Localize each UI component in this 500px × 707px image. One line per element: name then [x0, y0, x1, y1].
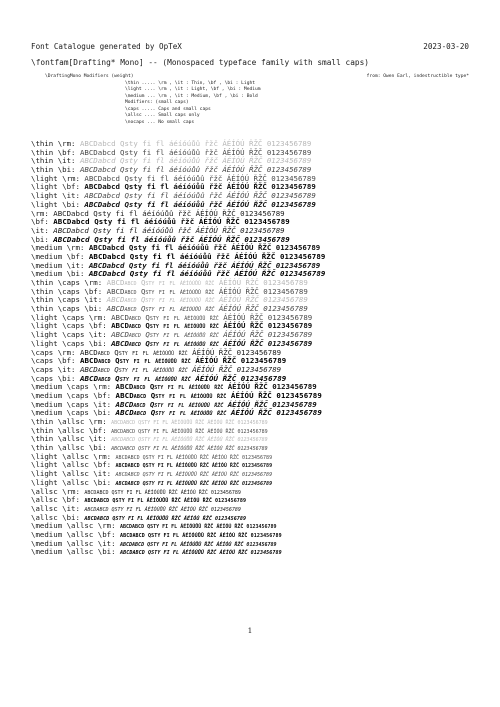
- sample-command: \rm:: [31, 208, 54, 218]
- sample-command: \bf:: [31, 217, 54, 227]
- sample-text: ABCDabcd Qsty fi fl áéíóúůû řžč ÁÉÍÓÚ ŘŽČ 0123456789: [79, 347, 282, 357]
- sample-command: \medium \caps \bi:: [31, 408, 116, 418]
- sample-text: ABCDabcd Qsty fi fl áéíóúůû řžč ÁÉÍÓÚ ŘŽČ 0123456789: [79, 165, 312, 175]
- sample-command: \light \allsc \rm:: [31, 451, 116, 461]
- spec-line: \medium ... \rm , \it : Medium, \bf , \bi : Bold: [125, 93, 258, 99]
- sample-command: \thin \caps \bi:: [31, 304, 107, 314]
- sample-text: ABCDabcd Qsty fi fl áéíóúůû řžč ÁÉÍÓÚ ŘŽČ 0123456789: [84, 512, 247, 522]
- sample-command: \medium \it:: [31, 260, 89, 270]
- catalogue-date: 2023-03-20: [423, 42, 469, 51]
- sample-command: \medium \caps \bf:: [31, 390, 116, 400]
- sample-text: ABCDabcd Qsty fi fl áéíóúůû řžč ÁÉÍÓÚ ŘŽČ 0123456789: [84, 503, 241, 513]
- sample-text: ABCDabcd Qsty fi fl áéíóúůû řžč ÁÉÍÓÚ ŘŽČ 0123456789: [111, 312, 313, 322]
- sample-command: \medium \caps \rm:: [31, 382, 116, 392]
- sample-text: ABCDabcd Qsty fi fl áéíóúůû řžč ÁÉÍÓÚ ŘŽČ 0123456789: [53, 208, 285, 218]
- sample-command: \allsc \bi:: [31, 512, 85, 522]
- sample-text: ABCDabcd Qsty fi fl áéíóúůû řžč ÁÉÍÓÚ ŘŽČ 0123456789: [79, 139, 312, 148]
- sample-command: \caps \bi:: [31, 373, 80, 383]
- sample-text: ABCDabcd Qsty fi fl áéíóúůû řžč ÁÉÍÓÚ ŘŽČ 0123456789: [115, 399, 317, 409]
- sample-text: ABCDabcd Qsty fi fl áéíóúůû řžč ÁÉÍÓÚ ŘŽČ 0123456789: [84, 173, 316, 183]
- sample-command: \medium \caps \it:: [31, 399, 116, 409]
- sample-command: \light \bi:: [31, 199, 85, 209]
- sample-text: ABCDabcd Qsty fi fl áéíóúůû řžč ÁÉÍÓÚ ŘŽČ 0123456789: [53, 234, 290, 244]
- sample-text: ABCDabcd Qsty fi fl áéíóúůû řžč ÁÉÍÓÚ ŘŽČ 0123456789: [79, 356, 287, 366]
- sample-text: ABCDabcd Qsty fi fl áéíóúůû řžč ÁÉÍÓÚ ŘŽČ 0123456789: [84, 182, 316, 192]
- sample-command: \thin \allsc \bi:: [31, 443, 112, 453]
- sample-text: ABCDabcd Qsty fi fl áéíóúůû řžč ÁÉÍÓÚ ŘŽČ 0123456789: [111, 330, 313, 340]
- sample-text: ABCDabcd Qsty fi fl áéíóúůû řžč ÁÉÍÓÚ ŘŽČ 0123456789: [120, 538, 277, 548]
- sample-command: \light \it:: [31, 191, 85, 201]
- sample-command: \thin \bi:: [31, 165, 80, 175]
- sample-text: ABCDabcd Qsty fi fl áéíóúůû řžč ÁÉÍÓÚ ŘŽČ 0123456789: [115, 451, 273, 461]
- sample-command: \thin \rm:: [31, 139, 80, 148]
- sample-command: \light \allsc \bi:: [31, 477, 116, 487]
- font-sample-row: [31, 548, 471, 557]
- sample-text: ABCDabcd Qsty fi fl áéíóúůû řžč ÁÉÍÓÚ ŘŽČ 0123456789: [79, 156, 312, 166]
- sample-command: \light \caps \it:: [31, 330, 112, 340]
- spec-author: from: Owen Earl, indestructible type*: [366, 74, 469, 79]
- sample-text: ABCDabcd Qsty fi fl áéíóúůû řžč ÁÉÍÓÚ ŘŽČ 0123456789: [79, 364, 282, 374]
- sample-text: ABCDabcd Qsty fi fl áéíóúůû řžč ÁÉÍÓÚ ŘŽČ 0123456789: [111, 443, 268, 453]
- sample-text: ABCDabcd Qsty fi fl áéíóúůû řžč ÁÉÍÓÚ ŘŽČ 0123456789: [88, 251, 326, 261]
- sample-command: \medium \rm:: [31, 243, 89, 253]
- sample-command: \allsc \bf:: [31, 495, 85, 505]
- spec-title: \DraftingMono Modifiers (weight): [45, 74, 134, 79]
- font-family-declaration: \fontfam[Drafting* Mono] -- (Monospaced typeface family with small caps): [31, 58, 369, 67]
- sample-text: ABCDabcd Qsty fi fl áéíóúůû řžč ÁÉÍÓÚ ŘŽČ 0123456789: [88, 260, 321, 270]
- sample-command: \medium \allsc \it:: [31, 538, 120, 548]
- sample-command: \light \caps \bi:: [31, 338, 112, 348]
- sample-text: ABCDabcd Qsty fi fl áéíóúůû řžč ÁÉÍÓÚ ŘŽČ 0123456789: [88, 243, 321, 253]
- sample-text: ABCDabcd Qsty fi fl áéíóúůû řžč ÁÉÍÓÚ ŘŽČ 0123456789: [84, 495, 247, 505]
- sample-text: ABCDabcd Qsty fi fl áéíóúůû řžč ÁÉÍÓÚ ŘŽČ 0123456789: [115, 382, 317, 392]
- sample-text: ABCDabcd Qsty fi fl áéíóúůû řžč ÁÉÍÓÚ ŘŽČ 0123456789: [115, 390, 322, 400]
- sample-text: ABCDabcd Qsty fi fl áéíóúůû řžč ÁÉÍÓÚ ŘŽČ 0123456789: [115, 460, 273, 470]
- page-header: [31, 42, 469, 52]
- sample-text: ABCDabcd Qsty fi fl áéíóúůû řžč ÁÉÍÓÚ ŘŽČ 0123456789: [120, 521, 277, 531]
- sample-text: ABCDabcd Qsty fi fl áéíóúůû řžč ÁÉÍÓÚ ŘŽČ 0123456789: [106, 304, 308, 314]
- sample-text: ABCDabcd Qsty fi fl áéíóúůû řžč ÁÉÍÓÚ ŘŽČ 0123456789: [79, 373, 287, 383]
- sample-command: \medium \bi:: [31, 269, 89, 279]
- sample-command: \light \allsc \it:: [31, 469, 116, 479]
- sample-command: \light \caps \bf:: [31, 321, 112, 331]
- sample-command: \light \rm:: [31, 173, 85, 183]
- page-number: 1: [247, 626, 253, 635]
- sample-text: ABCDabcd Qsty fi fl áéíóúůû řžč ÁÉÍÓÚ ŘŽČ 0123456789: [106, 286, 308, 296]
- sample-command: \bi:: [31, 234, 54, 244]
- sample-command: \medium \allsc \rm:: [31, 521, 120, 531]
- spec-line: \caps ..... Caps and small caps: [125, 106, 211, 112]
- sample-text: ABCDabcd Qsty fi fl áéíóúůû řžč ÁÉÍÓÚ ŘŽČ 0123456789: [111, 338, 313, 348]
- sample-text: ABCDabcd Qsty fi fl áéíóúůû řžč ÁÉÍÓÚ ŘŽČ 0123456789: [84, 191, 316, 201]
- sample-command: \allsc \rm:: [31, 486, 85, 496]
- sample-command: \medium \allsc \bi:: [31, 547, 120, 557]
- spec-line: \light .... \rm , \it : Light, \bf , \bi : Medium: [125, 87, 261, 92]
- sample-text: ABCDabcd Qsty fi fl áéíóúůû řžč ÁÉÍÓÚ ŘŽČ 0123456789: [111, 425, 268, 435]
- sample-text: ABCDabcd Qsty fi fl áéíóúůû řžč ÁÉÍÓÚ ŘŽČ 0123456789: [120, 547, 282, 557]
- sample-command: \caps \bf:: [31, 356, 80, 366]
- sample-text: ABCDabcd Qsty fi fl áéíóúůû řžč ÁÉÍÓÚ ŘŽČ 0123456789: [120, 529, 282, 539]
- sample-command: \allsc \it:: [31, 503, 85, 513]
- sample-command: \thin \caps \it:: [31, 295, 107, 305]
- spec-line: Modifiers: (small caps): [125, 100, 189, 105]
- spec-line: \allsc .... Small caps only: [125, 113, 200, 118]
- sample-command: \light \caps \rm:: [31, 312, 112, 322]
- sample-command: \thin \allsc \it:: [31, 434, 112, 444]
- sample-command: \thin \caps \bf:: [31, 286, 107, 296]
- spec-line: \thin ..... \rm , \it : Thin, \bf , \bi : Light: [125, 80, 255, 86]
- sample-text: ABCDabcd Qsty fi fl áéíóúůû řžč ÁÉÍÓÚ ŘŽČ 0123456789: [111, 321, 313, 331]
- sample-text: ABCDabcd Qsty fi fl áéíóúůû řžč ÁÉÍÓÚ ŘŽČ 0123456789: [88, 269, 326, 279]
- sample-text: ABCDabcd Qsty fi fl áéíóúůû řžč ÁÉÍÓÚ ŘŽČ 0123456789: [53, 225, 285, 235]
- sample-text: ABCDabcd Qsty fi fl áéíóúůû řžč ÁÉÍÓÚ ŘŽČ 0123456789: [106, 278, 308, 287]
- sample-command: \light \allsc \bf:: [31, 460, 116, 470]
- sample-text: ABCDabcd Qsty fi fl áéíóúůû řžč ÁÉÍÓÚ ŘŽČ 0123456789: [106, 295, 308, 305]
- sample-command: \light \bf:: [31, 182, 85, 192]
- sample-command: \thin \bf:: [31, 147, 80, 157]
- sample-command: \caps \rm:: [31, 347, 80, 357]
- sample-text: ABCDabcd Qsty fi fl áéíóúůû řžč ÁÉÍÓÚ ŘŽČ 0123456789: [84, 199, 316, 209]
- sample-command: \medium \bf:: [31, 251, 89, 261]
- sample-text: ABCDabcd Qsty fi fl áéíóúůû řžč ÁÉÍÓÚ ŘŽČ 0123456789: [115, 469, 273, 479]
- sample-text: ABCDabcd Qsty fi fl áéíóúůû řžč ÁÉÍÓÚ ŘŽČ 0123456789: [115, 477, 273, 487]
- sample-command: \thin \it:: [31, 156, 80, 166]
- sample-command: \medium \allsc \bf:: [31, 529, 120, 539]
- sample-text: ABCDabcd Qsty fi fl áéíóúůû řžč ÁÉÍÓÚ ŘŽČ 0123456789: [115, 408, 322, 418]
- font-sample-list: [31, 140, 471, 557]
- sample-text: ABCDabcd Qsty fi fl áéíóúůû řžč ÁÉÍÓÚ ŘŽČ 0123456789: [84, 486, 241, 496]
- sample-command: \it:: [31, 225, 54, 235]
- catalogue-title: Font Catalogue generated by OpTeX: [31, 42, 182, 51]
- spec-line: \nocaps ... No small caps: [125, 119, 195, 125]
- sample-command: \caps \it:: [31, 364, 80, 374]
- sample-command: \thin \allsc \rm:: [31, 417, 112, 426]
- sample-text: ABCDabcd Qsty fi fl áéíóúůû řžč ÁÉÍÓÚ ŘŽČ 0123456789: [53, 217, 290, 227]
- sample-command: \thin \caps \rm:: [31, 278, 107, 287]
- sample-text: ABCDabcd Qsty fi fl áéíóúůû řžč ÁÉÍÓÚ ŘŽČ 0123456789: [79, 147, 312, 157]
- sample-command: \thin \allsc \bf:: [31, 425, 112, 435]
- sample-text: ABCDabcd Qsty fi fl áéíóúůû řžč ÁÉÍÓÚ ŘŽČ 0123456789: [111, 417, 268, 426]
- sample-text: ABCDabcd Qsty fi fl áéíóúůû řžč ÁÉÍÓÚ ŘŽČ 0123456789: [111, 434, 268, 444]
